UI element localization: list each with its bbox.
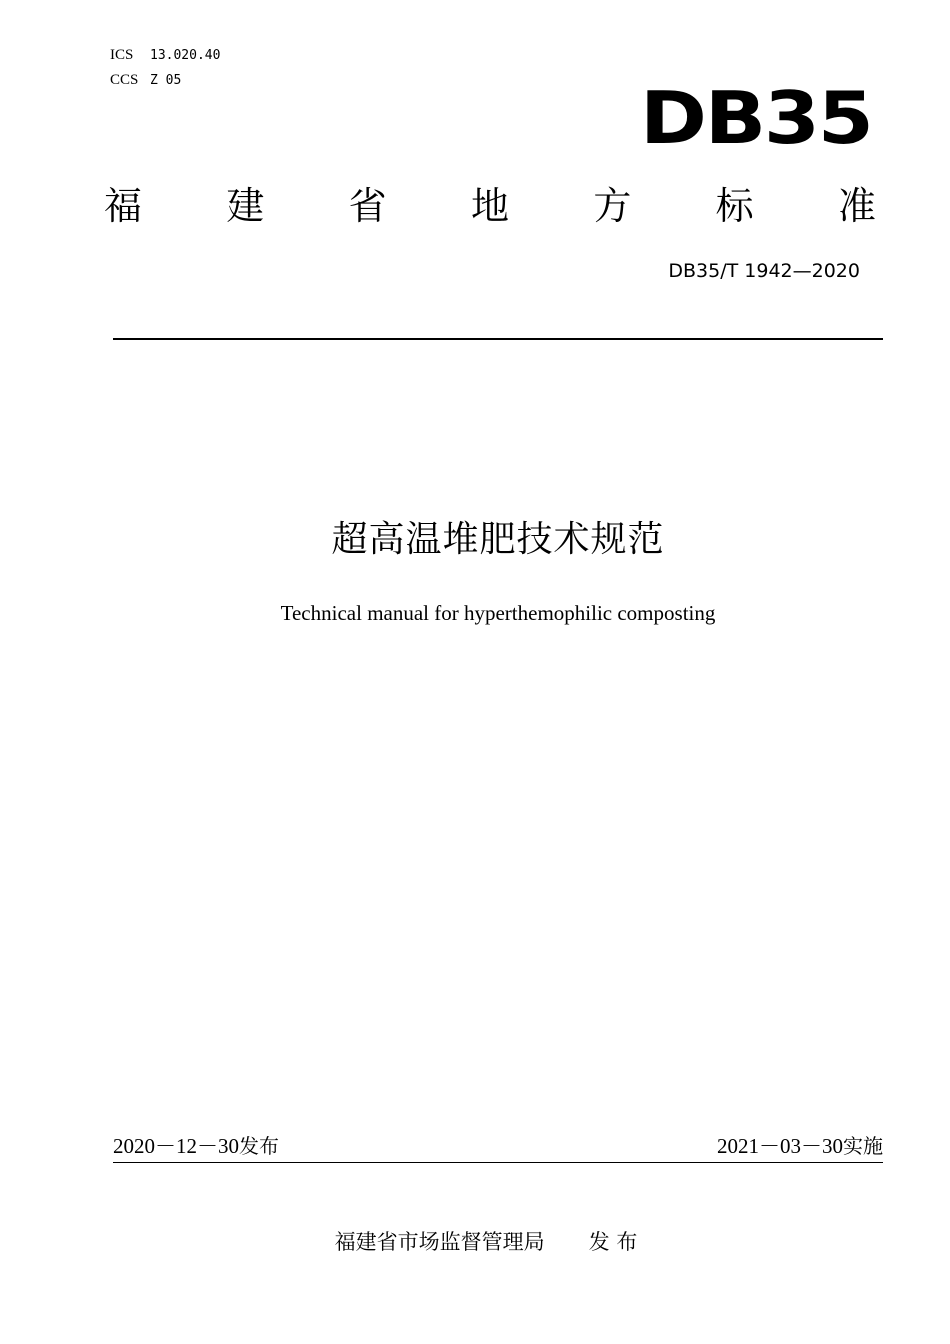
top-divider <box>113 338 883 340</box>
standard-type-char: 方 <box>593 184 632 228</box>
release-date-value: 2020－12－30 <box>113 1134 239 1158</box>
standard-number: DB35/T 1942—2020 <box>668 260 860 282</box>
standard-type-char: 地 <box>470 184 509 228</box>
document-title-chinese: 超高温堆肥技术规范 <box>331 519 665 560</box>
standard-type-char: 准 <box>837 184 876 228</box>
ccs-label: CCS <box>110 72 139 88</box>
implementation-date <box>717 1133 883 1159</box>
standard-type-char: 标 <box>715 184 754 228</box>
standard-type-char: 福 <box>104 184 143 228</box>
document-title-english: Technical manual for hyperthemophilic composting <box>280 601 716 625</box>
ics-value: 13.020.40 <box>150 48 221 63</box>
standard-type-heading <box>104 184 876 228</box>
implementation-label: 实施 <box>843 1134 883 1158</box>
issuer-action: 发 布 <box>588 1230 638 1254</box>
issuer-name: 福建省市场监督管理局 <box>334 1230 545 1254</box>
ccs-code <box>110 72 181 89</box>
release-date <box>113 1133 279 1159</box>
ccs-value: Z 05 <box>150 73 182 88</box>
standard-type-char: 省 <box>348 184 387 228</box>
implementation-date-value: 2021－03－30 <box>717 1134 843 1158</box>
standard-type-char: 建 <box>226 184 265 228</box>
issuing-authority <box>0 1228 950 1256</box>
db35-logo: DB35 <box>640 76 872 160</box>
bottom-divider <box>113 1162 883 1163</box>
release-label: 发布 <box>239 1134 279 1158</box>
ics-label: ICS <box>110 47 134 63</box>
ics-code <box>110 47 220 64</box>
